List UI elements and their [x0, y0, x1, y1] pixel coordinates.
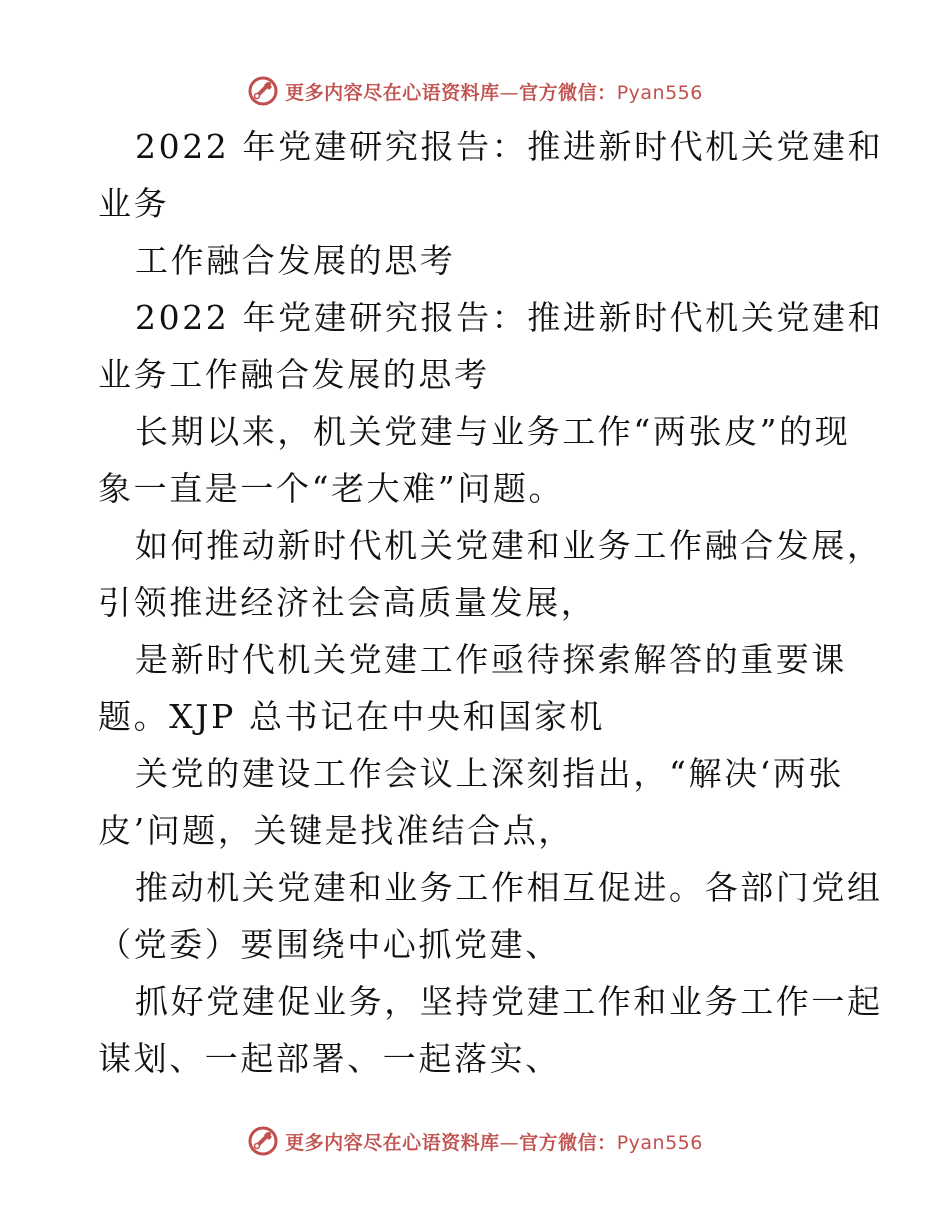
watermark-separator: — — [499, 1131, 520, 1154]
text-line: 皮’问题，关键是找准结合点， — [98, 811, 574, 850]
paragraph — [98, 232, 858, 289]
text-line: 2022 年党建研究报告：推进新时代机关党建和 — [135, 298, 884, 337]
paragraph — [98, 118, 884, 232]
paragraph — [98, 631, 858, 745]
footer-watermark — [0, 1121, 950, 1161]
paragraph — [98, 403, 858, 517]
document-body — [98, 118, 884, 1087]
paragraph — [98, 289, 884, 403]
watermark-title: 更多内容尽在心语资料库 — [285, 1131, 500, 1154]
text-line: 业务工作融合发展的思考 — [98, 355, 490, 394]
text-line: 工作融合发展的思考 — [135, 241, 456, 280]
watermark-wechat-id: Pyan556 — [616, 81, 703, 104]
paragraph — [98, 745, 858, 859]
brand-logo-icon — [247, 1125, 279, 1157]
watermark-suffix: 官方微信： — [519, 1131, 617, 1154]
text-line: 长期以来，机关党建与业务工作“两张皮”的现 — [135, 412, 851, 451]
text-line: 业务 — [98, 184, 170, 223]
text-line: 推动机关党建和业务工作相互促进。各部门党组 — [135, 868, 883, 907]
watermark-separator: — — [499, 81, 520, 104]
watermark-suffix: 官方微信： — [519, 81, 617, 104]
watermark-wechat-id: Pyan556 — [616, 1131, 703, 1154]
text-line: （党委）要围绕中心抓党建、 — [98, 925, 561, 964]
watermark-title: 更多内容尽在心语资料库 — [285, 81, 500, 104]
text-line: 是新时代机关党建工作亟待探索解答的重要课 — [135, 640, 847, 679]
text-line: 2022 年党建研究报告：推进新时代机关党建和 — [135, 127, 884, 166]
paragraph — [98, 859, 883, 973]
brand-logo-icon — [247, 75, 279, 107]
header-watermark — [0, 71, 950, 111]
paragraph — [98, 517, 883, 631]
text-line: 关党的建设工作会议上深刻指出，“解决‘两张 — [135, 754, 844, 793]
text-line: 抓好党建促业务，坚持党建工作和业务工作一起 — [135, 982, 883, 1021]
text-line: 谋划、一起部署、一起落实、 — [98, 1039, 561, 1078]
text-line: 题。XJP 总书记在中央和国家机 — [98, 697, 606, 736]
paragraph — [98, 973, 883, 1087]
watermark-text — [285, 78, 703, 105]
text-line: 引领推进经济社会高质量发展， — [98, 583, 597, 622]
watermark-text — [285, 1128, 703, 1155]
text-line: 如何推动新时代机关党建和业务工作融合发展， — [135, 526, 883, 565]
text-line: 象一直是一个“老大难”问题。 — [98, 469, 565, 508]
